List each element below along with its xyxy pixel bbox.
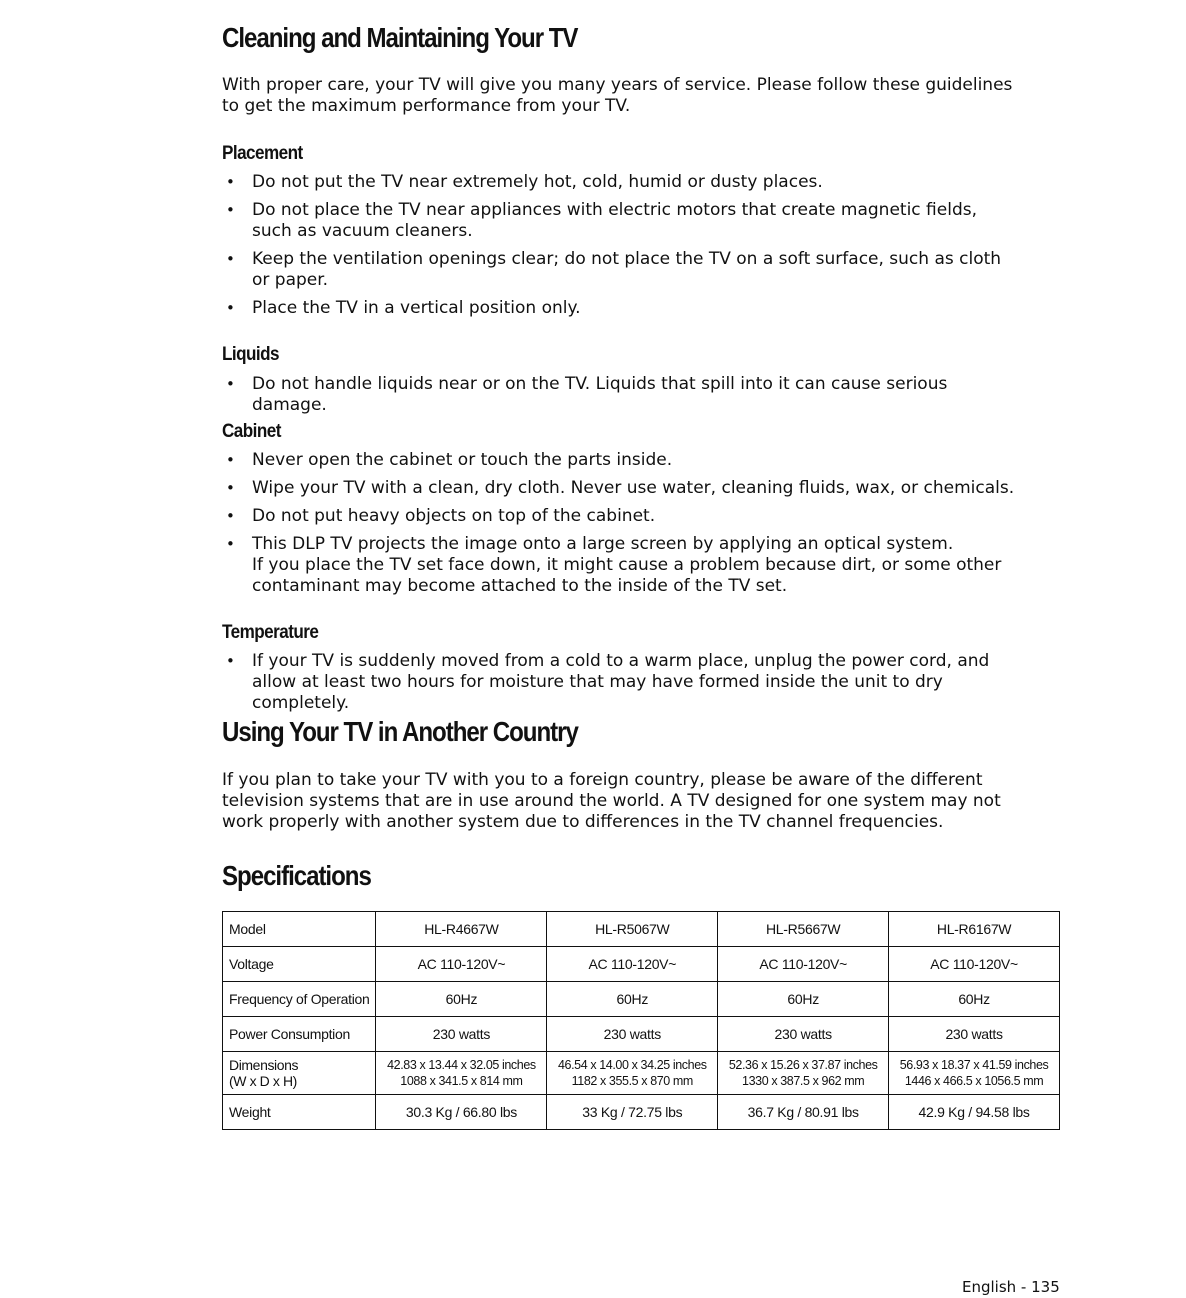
cabinet-heading: Cabinet [222,421,281,442]
list-item: • Wipe your TV with a clean, dry cloth. Never use water, cleaning fluids, wax, or chemicals. [222,478,1022,499]
dim-inches: 56.93 x 18.37 x 41.59 inches [899,1058,1049,1072]
liquids-list [222,374,1022,423]
label-frequency: Frequency of Operation [223,982,376,1017]
cleaning-title: Cleaning and Maintaining Your TV [222,22,578,53]
label-weight: Weight [223,1095,376,1130]
list-item: • Do not place the TV near appliances with electric motors that create magnetic fields, such as vacuum cleaners. [222,200,1022,242]
table-row [223,1017,1060,1052]
list-item: • Do not handle liquids near or on the TV. Liquids that spill into it can cause serious damage. [222,374,1022,416]
cell-power: 230 watts [889,1017,1060,1052]
country-body: If you plan to take your TV with you to a foreign country, please be aware of the different television systems that are in use around the world. A TV designed for one system may not work properly with another system due to differences in the TV channel frequencies. [222,770,1001,832]
liquids-heading: Liquids [222,344,280,365]
cleaning-intro: With proper care, your TV will give you many years of service. Please follow these guidelines to get the maximum performance from your TV. [222,75,1013,116]
label-dimensions [223,1052,376,1095]
cabinet-list [222,450,1022,604]
cell-weight: 42.9 Kg / 94.58 lbs [889,1095,1060,1130]
dim-mm: 1088 x 341.5 x 814 mm [400,1074,523,1088]
specs-table [222,911,1060,1130]
cell-dimensions [547,1052,718,1095]
list-item: • Do not put heavy objects on top of the cabinet. [222,506,1022,527]
table-row [223,912,1060,947]
dlp-line-2: If you place the TV set face down, it might cause a problem because dirt, or some other contaminant may become attached to the inside of the TV set. [252,555,1002,596]
cell-voltage: AC 110-120V~ [376,947,547,982]
dim-mm: 1330 x 387.5 x 962 mm [742,1074,865,1088]
dim-inches: 52.36 x 15.26 x 37.87 inches [728,1058,878,1072]
cell-frequency: 60Hz [889,982,1060,1017]
cell-dimensions [718,1052,889,1095]
label-model: Model [223,912,376,947]
dim-inches: 46.54 x 14.00 x 34.25 inches [557,1058,707,1072]
cell-model: HL-R6167W [889,912,1060,947]
placement-heading: Placement [222,143,303,164]
cell-frequency: 60Hz [376,982,547,1017]
cell-weight: 36.7 Kg / 80.91 lbs [718,1095,889,1130]
cell-frequency: 60Hz [547,982,718,1017]
list-item: • Place the TV in a vertical position only. [222,298,1022,319]
label-power: Power Consumption [223,1017,376,1052]
cell-dimensions [376,1052,547,1095]
list-item: • Keep the ventilation openings clear; do not place the TV on a soft surface, such as cloth or paper. [222,249,1022,291]
cell-voltage: AC 110-120V~ [889,947,1060,982]
page-number: English - 135 [962,1278,1060,1296]
list-item-dlp [222,534,1022,597]
cell-model: HL-R5067W [547,912,718,947]
temperature-list [222,651,1022,721]
list-item: • Never open the cabinet or touch the parts inside. [222,450,1022,471]
dlp-line-1: • This DLP TV projects the image onto a large screen by applying an optical system. [252,534,954,554]
cell-weight: 33 Kg / 72.75 lbs [547,1095,718,1130]
cell-model: HL-R5667W [718,912,889,947]
cell-voltage: AC 110-120V~ [547,947,718,982]
label-dimensions-line-1: Dimensions [229,1057,299,1073]
label-voltage: Voltage [223,947,376,982]
label-dimensions-line-2: (W x D x H) [229,1073,297,1089]
cell-model: HL-R4667W [376,912,547,947]
list-item: • Do not put the TV near extremely hot, cold, humid or dusty places. [222,172,1022,193]
cell-dimensions [889,1052,1060,1095]
table-row [223,982,1060,1017]
cell-weight: 30.3 Kg / 66.80 lbs [376,1095,547,1130]
cell-voltage: AC 110-120V~ [718,947,889,982]
dim-inches: 42.83 x 13.44 x 32.05 inches [387,1058,536,1072]
list-item: • If your TV is suddenly moved from a cold to a warm place, unplug the power cord, and allow at least two hours for moisture that may have formed inside the unit to dry completely. [222,651,1022,714]
temperature-heading: Temperature [222,622,319,643]
cell-power: 230 watts [376,1017,547,1052]
table-row [223,1095,1060,1130]
dim-mm: 1182 x 355.5 x 870 mm [571,1074,693,1088]
dim-mm: 1446 x 466.5 x 1056.5 mm [904,1074,1044,1088]
cell-power: 230 watts [718,1017,889,1052]
specs-title: Specifications [222,860,371,891]
country-title: Using Your TV in Another Country [222,716,578,747]
table-row [223,1052,1060,1095]
placement-list [222,172,1022,326]
cell-power: 230 watts [547,1017,718,1052]
table-row [223,947,1060,982]
cell-frequency: 60Hz [718,982,889,1017]
